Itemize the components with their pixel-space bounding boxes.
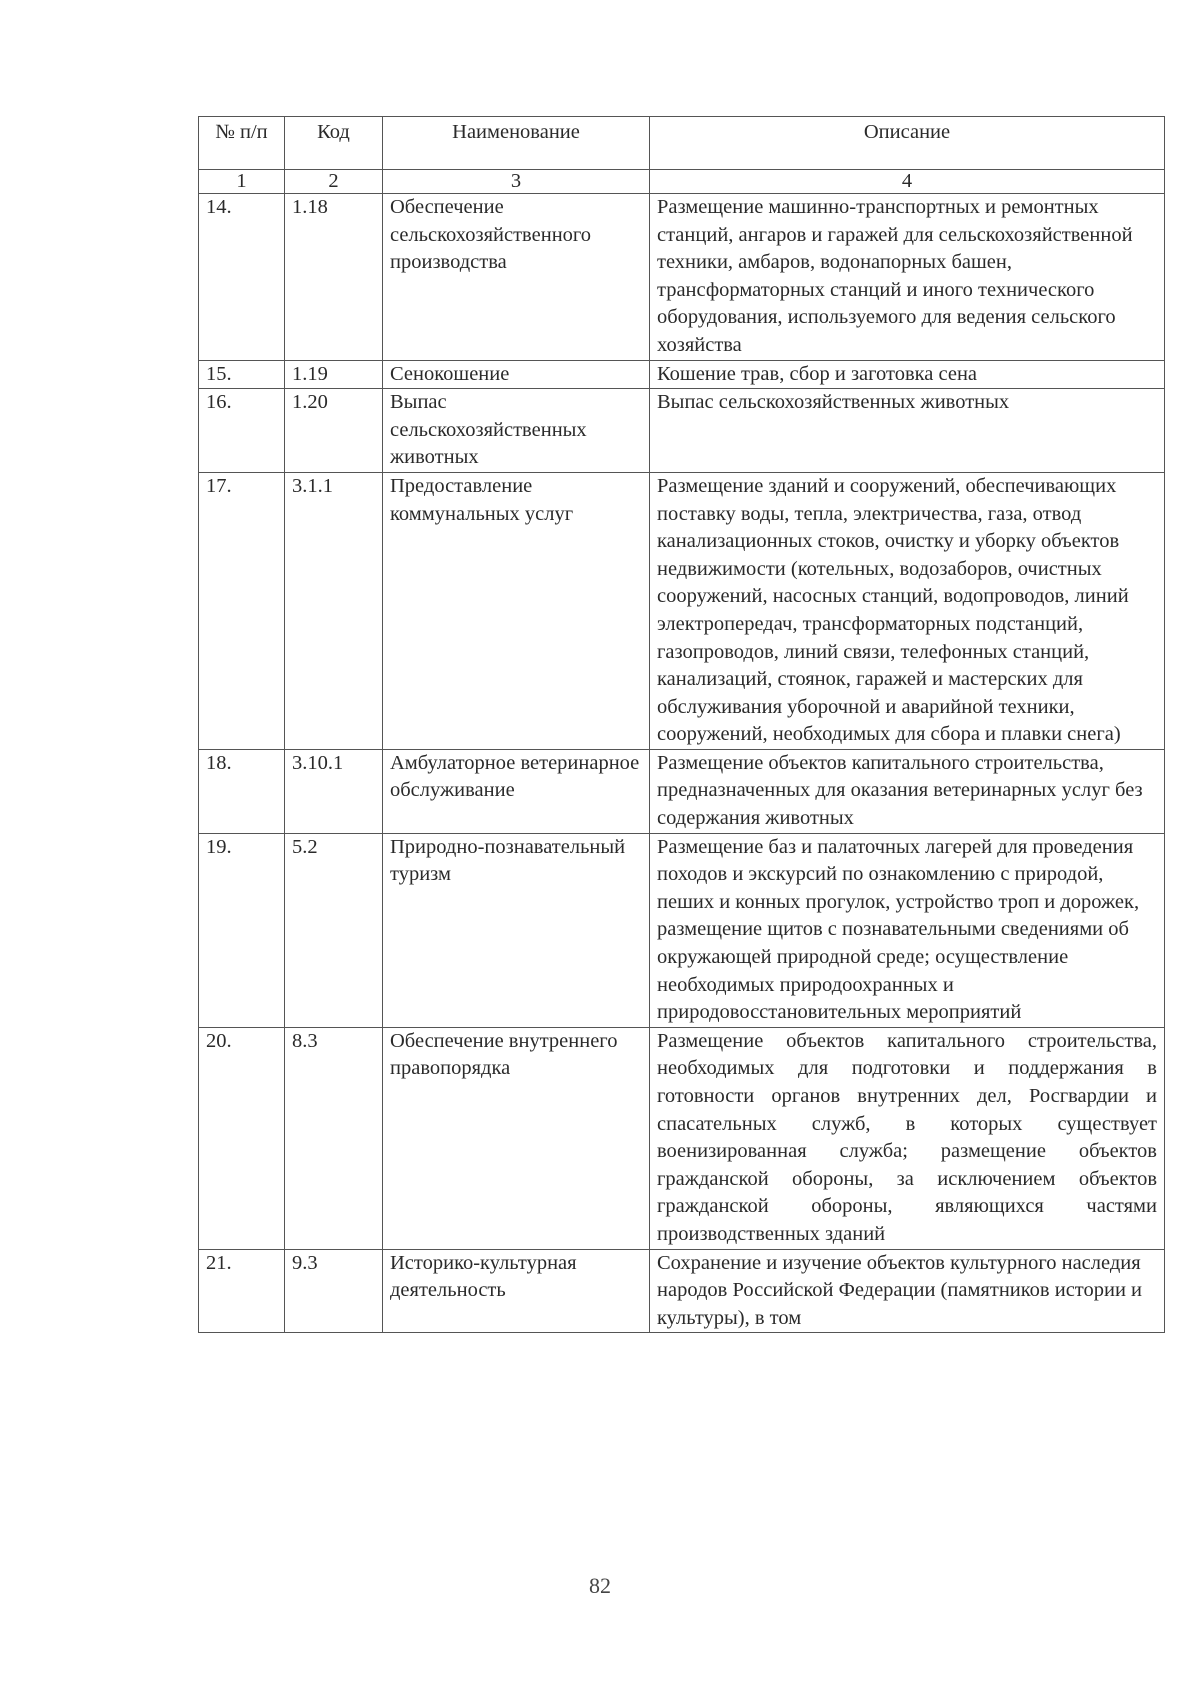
- row-name: Выпас сельскохозяйственных животных: [383, 389, 650, 473]
- row-num: 21.: [199, 1249, 285, 1333]
- table-row: [199, 389, 1165, 473]
- row-name: Историко-культурная деятельность: [383, 1249, 650, 1333]
- row-num: 19.: [199, 833, 285, 1027]
- row-name: Амбулаторное ветеринарное обслуживание: [383, 749, 650, 833]
- column-number: 3: [383, 170, 650, 194]
- row-description: Кошение трав, сбор и заготовка сена: [650, 360, 1165, 389]
- table-row: [199, 472, 1165, 749]
- header-row: [199, 117, 1165, 170]
- table-row: [199, 1249, 1165, 1333]
- row-name: Природно-познавательный туризм: [383, 833, 650, 1027]
- row-num: 14.: [199, 194, 285, 361]
- table-row: [199, 1027, 1165, 1249]
- row-code: 8.3: [285, 1027, 383, 1249]
- row-name: Обеспечение внутреннего правопорядка: [383, 1027, 650, 1249]
- row-num: 20.: [199, 1027, 285, 1249]
- row-name: Предоставление коммунальных услуг: [383, 472, 650, 749]
- row-num: 18.: [199, 749, 285, 833]
- header-description: Описание: [650, 117, 1165, 170]
- row-description: Размещение машинно-транспортных и ремонтных станций, ангаров и гаражей для сельскохозяйственной техники, амбаров, водонапорных башен, трансформаторных станций и иного технического оборудования, используемого для ведения сельского хозяйства: [650, 194, 1165, 361]
- row-description: Размещение зданий и сооружений, обеспечивающих поставку воды, тепла, электричества, газа, отвод канализационных стоков, очистку и уборку объектов недвижимости (котельных, водозаборов, очистных сооружений, насосных станций, водопроводов, линий электропередач, трансформаторных подстанций, газопроводов, линий связи, телефонных станций, канализаций, стоянок, гаражей и мастерских для обслуживания уборочной и аварийной техники, сооружений, необходимых для сбора и плавки снега): [650, 472, 1165, 749]
- column-number: 1: [199, 170, 285, 194]
- row-code: 1.19: [285, 360, 383, 389]
- row-description: Сохранение и изучение объектов культурного наследия народов Российской Федерации (памятников истории и культуры), в том: [650, 1249, 1165, 1333]
- land-use-table: [198, 116, 1165, 1333]
- column-number-row: [199, 170, 1165, 194]
- row-code: 1.20: [285, 389, 383, 473]
- row-code: 9.3: [285, 1249, 383, 1333]
- row-name: Обеспечение сельскохозяйственного производства: [383, 194, 650, 361]
- row-num: 16.: [199, 389, 285, 473]
- table-row: [199, 360, 1165, 389]
- row-description: Размещение объектов капитального строительства, предназначенных для оказания ветеринарных услуг без содержания животных: [650, 749, 1165, 833]
- column-number: 4: [650, 170, 1165, 194]
- row-num: 17.: [199, 472, 285, 749]
- table-row: [199, 833, 1165, 1027]
- page-number: 82: [589, 1573, 611, 1598]
- row-description: Размещение баз и палаточных лагерей для проведения походов и экскурсий по ознакомлению с природой, пеших и конных прогулок, устройство троп и дорожек, размещение щитов с познавательными сведениями об окружающей природной среде; осуществление необходимых природоохранных и природовосстановительных мероприятий: [650, 833, 1165, 1027]
- row-code: 3.10.1: [285, 749, 383, 833]
- row-code: 3.1.1: [285, 472, 383, 749]
- table-row: [199, 194, 1165, 361]
- row-name: Сенокошение: [383, 360, 650, 389]
- column-number: 2: [285, 170, 383, 194]
- header-code: Код: [285, 117, 383, 170]
- row-code: 5.2: [285, 833, 383, 1027]
- header-name: Наименование: [383, 117, 650, 170]
- row-description: Выпас сельскохозяйственных животных: [650, 389, 1165, 473]
- row-num: 15.: [199, 360, 285, 389]
- table-row: [199, 749, 1165, 833]
- header-num: № п/п: [199, 117, 285, 170]
- row-description: Размещение объектов капитального строительства, необходимых для подготовки и поддержания в готовности органов внутренних дел, Росгвардии и спасательных служб, в которых существует военизированная служба; размещение объектов гражданской обороны, за исключением объектов гражданской обороны, являющихся частями производственных зданий: [650, 1027, 1165, 1249]
- row-code: 1.18: [285, 194, 383, 361]
